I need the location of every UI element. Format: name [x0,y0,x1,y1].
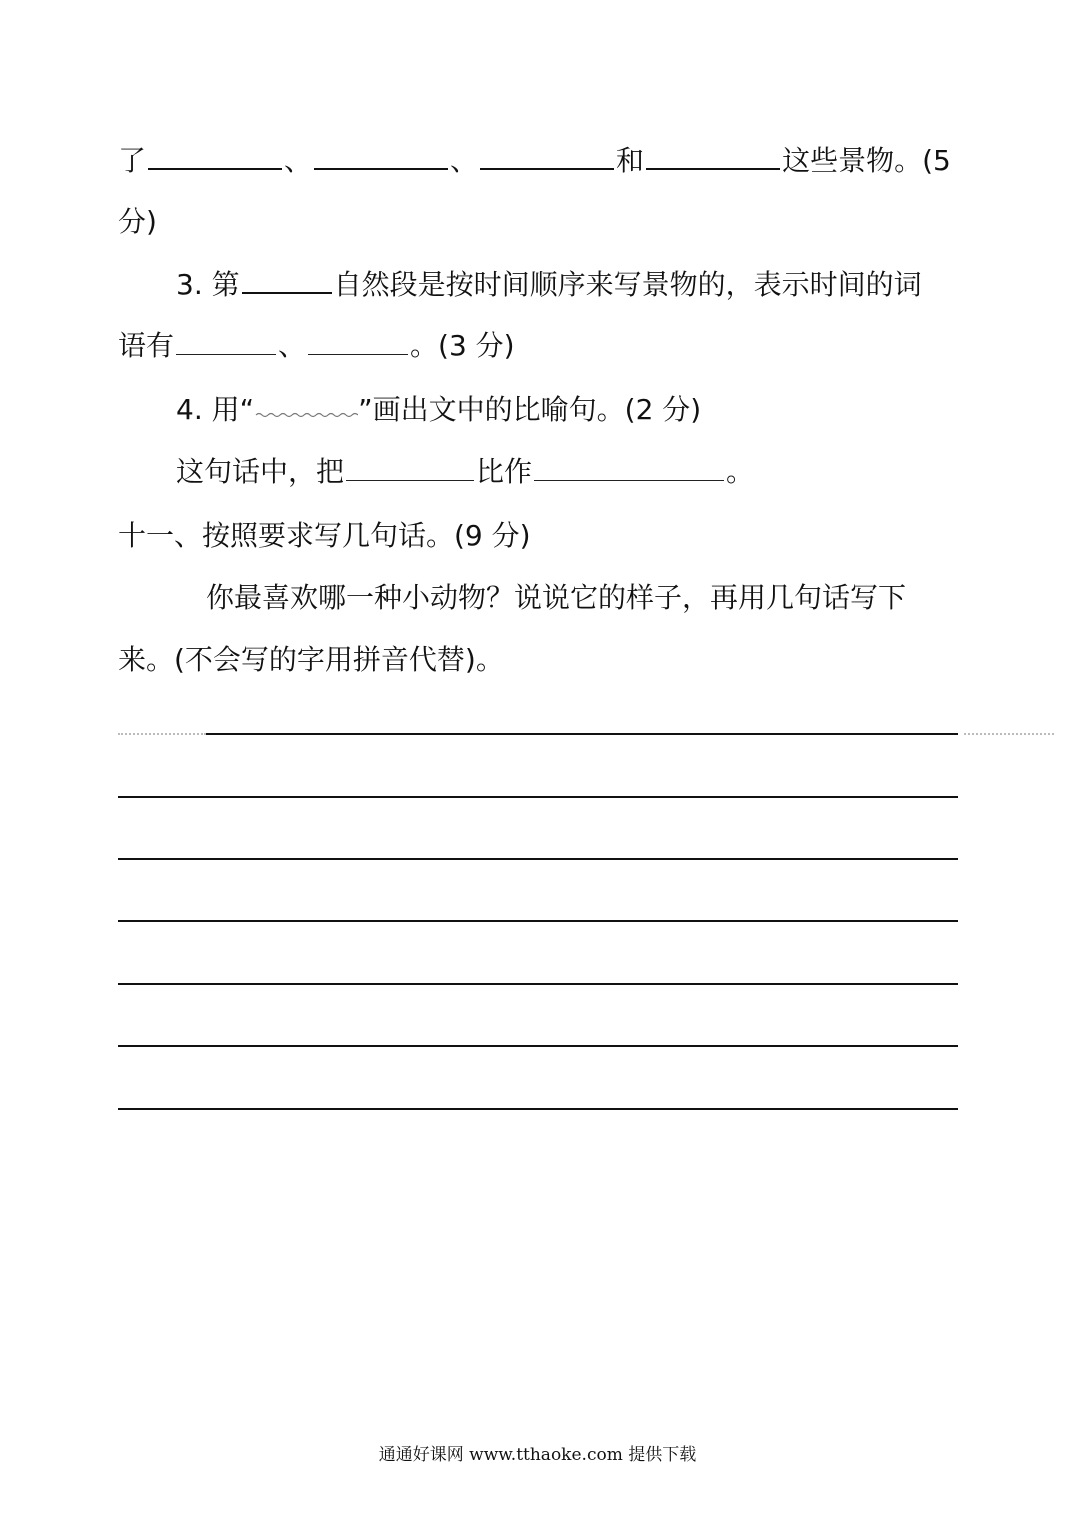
q4-number: 4. [176,393,203,426]
q2-prefix: 了 [118,144,147,177]
q2-fill-line [118,140,951,181]
q2-conj: 和 [616,144,645,177]
q4-line2-pre: 这句话中，把 [176,455,345,488]
q4-line-1 [176,390,701,430]
writing-line-6[interactable] [118,1045,958,1047]
q4-line2-mid: 比作 [476,455,533,488]
q2-sep-2: 、 [450,144,479,177]
section-11-prompt-1 [206,578,906,618]
writing-line-4[interactable] [118,920,958,922]
q4-line2-end: 。 [726,455,755,488]
q4-pre: 用“ [211,393,255,426]
q3-blank-paragraph[interactable] [242,264,332,294]
q3-sep: 、 [278,329,307,362]
writing-line-2[interactable] [118,796,958,798]
q2-blank-2[interactable] [314,140,448,170]
q3-line-1 [176,264,922,305]
q4-line-2 [176,452,754,492]
q2-wrap: 分) [118,205,157,238]
q3-line-2 [118,326,515,366]
section-11-prompt-2-text: 来。(不会写的字用拼音代替)。 [118,643,504,676]
q2-suffix: 这些景物。(5 [782,144,951,177]
section-11-prompt-1-text: 你最喜欢哪一种小动物？说说它的样子，再用几句话写下 [206,581,907,614]
writing-line-3[interactable] [118,858,958,860]
wavy-underline-icon [254,393,358,419]
section-11-prompt-2 [118,640,504,680]
writing-line-7[interactable] [118,1108,958,1110]
q2-wrap-line [118,202,157,242]
q3-blank-word-1[interactable] [176,326,276,355]
q3-end: 。(3 分) [410,329,515,362]
q3-wrap-pre: 语有 [118,329,175,362]
q2-sep-1: 、 [284,144,313,177]
q3-pre: 第 [211,268,240,301]
writing-line-1-dots [118,733,206,735]
q2-blank-3[interactable] [480,140,614,170]
writing-line-5[interactable] [118,983,958,985]
q3-mid: 自然段是按时间顺序来写景物的，表示时间的词 [333,268,922,301]
footer-credit: 通通好课网 www.tthaoke.com 提供下载 [378,1445,697,1465]
section-11-title [118,516,531,556]
q2-blank-4[interactable] [646,140,780,170]
q3-number: 3. [176,268,203,301]
writing-line-1-tail-dots [964,733,1054,735]
q4-blank-object[interactable] [534,452,724,481]
writing-line-1[interactable] [206,733,958,735]
q2-blank-1[interactable] [148,140,282,170]
section-11-title-text: 十一、按照要求写几句话。(9 分) [118,519,531,552]
q4-blank-subject[interactable] [346,452,474,481]
q4-post: ”画出文中的比喻句。(2 分) [358,393,702,426]
q3-blank-word-2[interactable] [308,326,408,355]
